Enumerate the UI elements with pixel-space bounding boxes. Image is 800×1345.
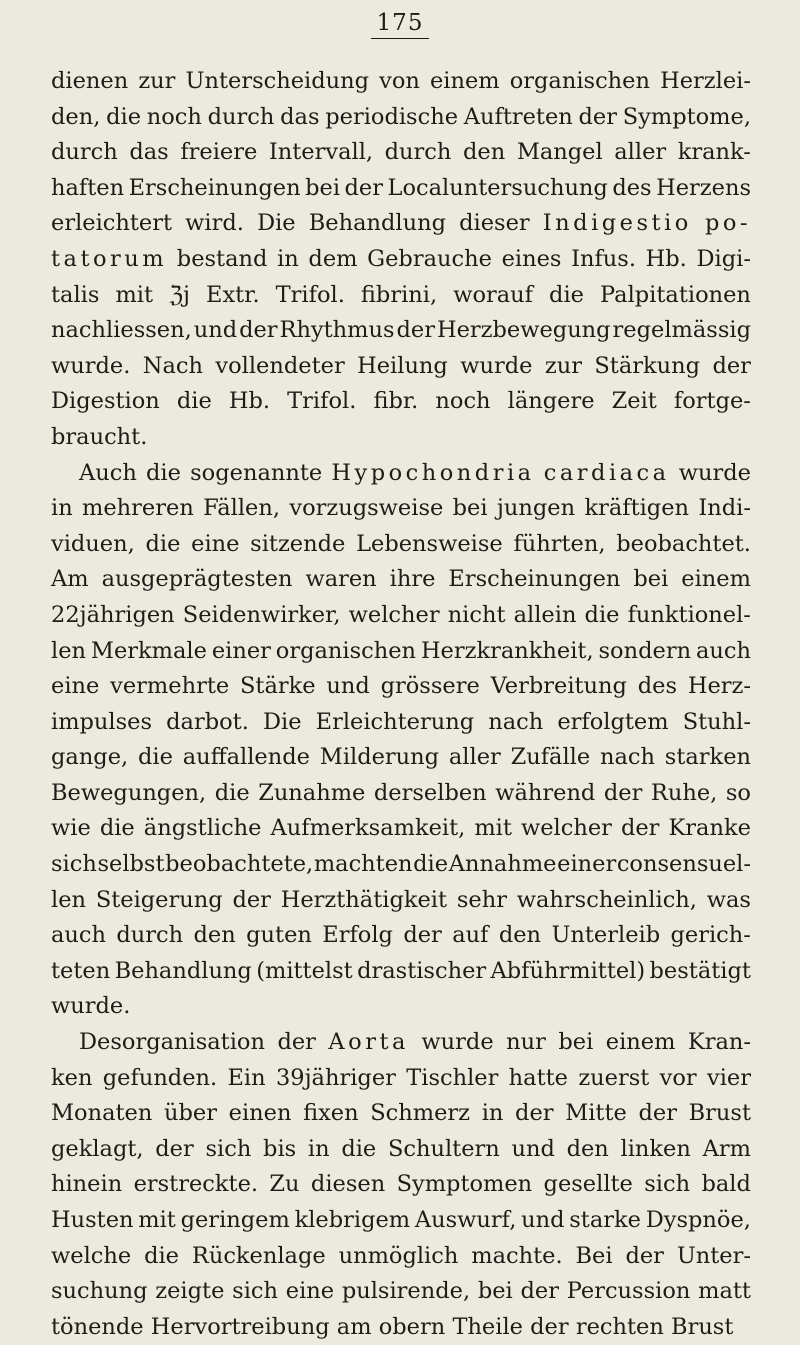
text-line: durch das freiere Intervall, durch den Mangel aller krank- — [51, 139, 751, 166]
text-line: wurde. Nach vollendeter Heilung wurde zur Stärkung der — [51, 352, 751, 379]
paragraph — [51, 456, 751, 1026]
text-line: viduen, die eine sitzende Lebensweise führten, beobachtet. — [51, 530, 751, 557]
text-line: gange, die auffallende Milderung aller Zufälle nach starken — [51, 744, 751, 771]
text-line: len Merkmale einer organischen Herzkrankheit, sondern auch — [51, 637, 751, 664]
text-line: talis mit ℨj Extr. Trifol. fibrini, worauf die Palpitationen — [51, 281, 751, 308]
text-line: auch durch den guten Erfolg der auf den Unterleib gerich- — [51, 922, 751, 949]
text-line: Husten mit geringem klebrigem Auswurf, und starke Dyspnöe, — [51, 1207, 751, 1233]
text-line: Bewegungen, die Zunahme derselben während der Ruhe, so — [51, 779, 751, 806]
text-line: wurde. — [51, 993, 131, 1020]
text-line: impulses darbot. Die Erleichterung nach erfolgtem Stuhl- — [51, 708, 751, 735]
text-line: Desorganisation der Aorta wurde nur bei einem Kran- — [79, 1029, 751, 1056]
text-line: teten Behandlung (mittelst drastischer Abführmittel) bestätigt — [51, 957, 751, 984]
text-line: dienen zur Unterscheidung von einem organischen Herzlei- — [51, 68, 751, 94]
text-line: wie die ängstliche Aufmerksamkeit, mit welcher der Kranke — [51, 815, 751, 842]
text-line: Monaten über einen fixen Schmerz in der Mitte der Brust — [51, 1100, 751, 1127]
text-line: tatorum bestand in dem Gebrauche eines Infus. Hb. Digi- — [51, 245, 751, 272]
paragraph — [51, 64, 751, 456]
page-number: 175 — [0, 8, 800, 39]
text-line: geklagt, der sich bis in die Schultern und den linken Arm — [51, 1135, 751, 1162]
paragraph — [51, 1025, 751, 1345]
text-line: den, die noch durch das periodische Auftreten der Symptome, — [51, 103, 751, 130]
text-line: sich selbst beobachtete, machten die Annahme einer consensuel- — [51, 851, 751, 878]
text-line: nachliessen, und der Rhythmus der Herzbewegung regelmässig — [51, 317, 751, 344]
text-line: ken gefunden. Ein 39jähriger Tischler hatte zuerst vor vier — [51, 1064, 751, 1091]
text-line: haften Erscheinungen bei der Localuntersuchung des Herzens — [51, 174, 751, 201]
text-line: Auch die sogenannte Hypochondria cardiaca wurde — [79, 459, 751, 486]
text-line: in mehreren Fällen, vorzugsweise bei jungen kräftigen Indi- — [51, 495, 751, 522]
text-line: tönende Hervortreibung am obern Theile der rechten Brust — [51, 1313, 734, 1340]
text-line: hinein erstreckte. Zu diesen Symptomen gesellte sich bald — [51, 1171, 751, 1198]
text-line: welche die Rückenlage unmöglich machte. Bei der Unter- — [51, 1242, 751, 1269]
text-line: braucht. — [51, 423, 148, 450]
text-line: erleichtert wird. Die Behandlung dieser Indigestio po- — [51, 210, 751, 237]
text-line: Am ausgeprägtesten waren ihre Erscheinungen bei einem — [51, 566, 751, 593]
text-line: len Steigerung der Herzthätigkeit sehr wahrscheinlich, was — [51, 886, 751, 913]
text-line: Digestion die Hb. Trifol. fibr. noch längere Zeit fortge- — [51, 388, 751, 415]
text-line: 22jährigen Seidenwirker, welcher nicht allein die funktionel- — [51, 601, 751, 628]
body-text — [51, 64, 751, 1345]
text-line: suchung zeigte sich eine pulsirende, bei der Percussion matt — [51, 1278, 751, 1305]
text-line: eine vermehrte Stärke und grössere Verbreitung des Herz- — [51, 673, 751, 700]
